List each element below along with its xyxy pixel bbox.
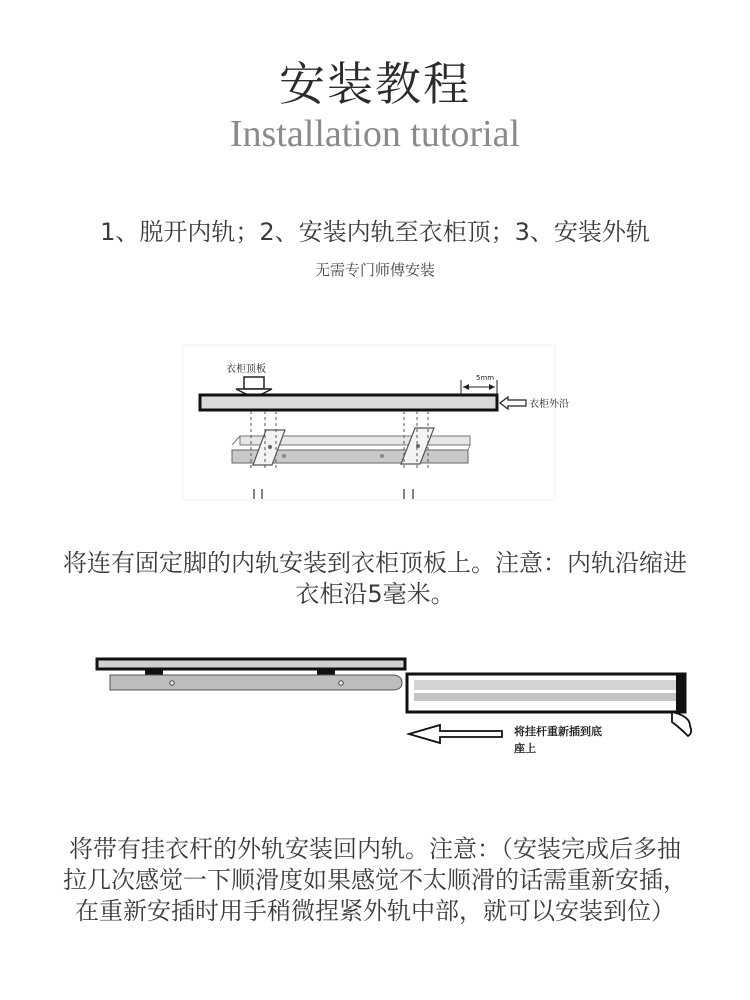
- instruction-1-line-1: 将连有固定脚的内轨安装到衣柜顶板上。注意：内轨沿缩进: [63, 549, 687, 577]
- wardrobe-top-board: [200, 395, 497, 410]
- label-reinsert-line-2: 座上: [514, 742, 536, 755]
- instruction-2-line-1: 将带有挂衣杆的外轨安装回内轨。注意：（安装完成后多抽: [69, 835, 681, 863]
- label-outer-edge: 衣柜外沿: [529, 399, 569, 410]
- label-5mm: 5mm: [476, 374, 495, 382]
- instruction-2-line-2: 拉几次感觉一下顺滑度如果感觉不太顺滑的话需重新安插，: [63, 866, 687, 894]
- instruction-paragraph-1: [0, 548, 750, 610]
- label-reinsert-line-1: 将挂杆重新插到底: [514, 725, 602, 738]
- left-arrow-icon: [500, 397, 526, 409]
- instruction-paragraph-2: [0, 834, 750, 927]
- screw-icons: [254, 489, 413, 499]
- page-title-english: Installation tutorial: [229, 113, 521, 155]
- instruction-2-line-3: 在重新安插时用手稍微捏紧外轨中部，就可以安装到位）: [75, 897, 675, 925]
- page-title-chinese: 安装教程: [279, 57, 471, 111]
- instruction-1-line-2: 衣柜沿5毫米。: [295, 580, 455, 608]
- no-master-note: 无需专门师傅安装: [314, 261, 435, 279]
- steps-summary: 1、脱开内轨；2、安装内轨至衣柜顶；3、安装外轨: [100, 218, 650, 246]
- label-top-board: 衣柜顶板: [226, 364, 266, 375]
